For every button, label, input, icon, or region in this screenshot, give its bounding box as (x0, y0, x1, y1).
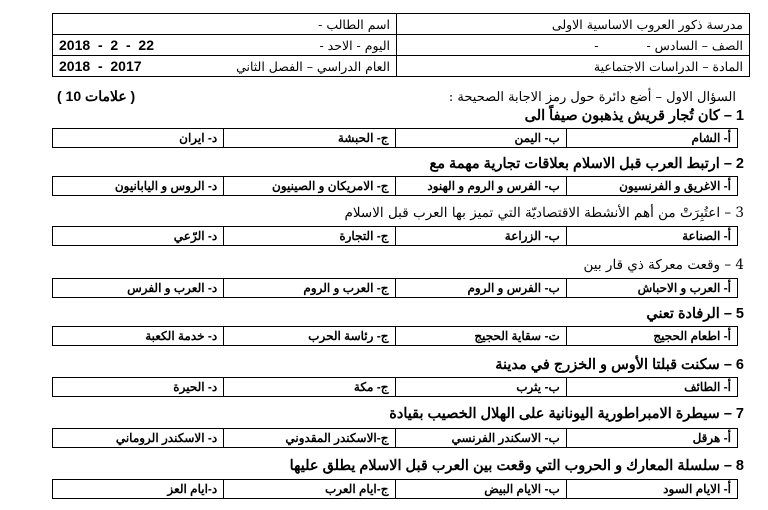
subject-label: المادة – الدراسات الاجتماعية (397, 56, 750, 77)
day-date-cell (53, 35, 397, 56)
option-c[interactable]: ج- مكة (224, 378, 395, 397)
academic-year: 2018 - 2017 (59, 58, 142, 74)
option-c[interactable]: ج- العرب و الروم (224, 279, 395, 298)
question-8-options (52, 479, 738, 499)
option-a[interactable]: أ- هرقل (566, 429, 737, 448)
option-b[interactable]: ب- الفرس و الروم (395, 279, 566, 298)
question-7: 7 – سيطرة الامبراطورية اليونانية على الهلال الخصيب بقيادة (389, 406, 744, 422)
option-b[interactable]: ب- الايام البيض (395, 480, 566, 499)
option-c[interactable]: ج-الاسكندر المقدوني (224, 429, 395, 448)
option-d[interactable]: د- ايران (53, 129, 224, 148)
question-2-options (52, 176, 738, 196)
option-b[interactable]: ب- الزراعة (395, 227, 566, 246)
option-c[interactable]: ج- رئاسة الحرب (224, 327, 395, 346)
student-name-field: اسم الطالب - (53, 14, 397, 35)
question-6: 6 – سكنت قبلتا الأوس و الخزرج في مدينة (495, 357, 744, 373)
exam-header-table (52, 13, 750, 77)
option-c[interactable]: ج- الامريكان و الصينيون (224, 177, 395, 196)
grade-dash: - (594, 37, 599, 53)
question-8: 8 – سلسلة المعارك و الحروب التي وقعت بين العرب قبل الاسلام يطلق عليها (289, 458, 744, 474)
option-d[interactable]: د- الاسكندر الروماني (53, 429, 224, 448)
exam-date: 2018 - 2 - 22 (59, 37, 154, 53)
question-6-options (52, 377, 738, 397)
option-d[interactable]: د- خدمة الكعبة (53, 327, 224, 346)
question-1: 1 – كان تُجار قريش يذهبون صيفاً الى (524, 108, 744, 124)
instruction-text: السؤال الاول – أضع دائرة حول رمز الاجابة الصحيحة : (448, 90, 736, 105)
option-b[interactable]: ت- سقاية الحجيج (395, 327, 566, 346)
option-c[interactable]: ج- التجارة (224, 227, 395, 246)
term-cell (53, 56, 397, 77)
option-a[interactable]: أ- الاغريق و الفرنسيون (566, 177, 737, 196)
grade-label: الصف – السادس - (646, 37, 743, 53)
option-d[interactable]: د- الرّعي (53, 227, 224, 246)
option-b[interactable]: ب- الاسكندر الفرنسي (395, 429, 566, 448)
question-5-options (52, 326, 738, 346)
question-5: 5 – الرفادة تعني (646, 306, 744, 322)
option-a[interactable]: أ- الايام السود (566, 480, 737, 499)
option-b[interactable]: ب- يثرب (395, 378, 566, 397)
option-d[interactable]: د- العرب و الفرس (53, 279, 224, 298)
option-b[interactable]: ب- الفرس و الروم و الهنود (395, 177, 566, 196)
question-1-options (52, 128, 738, 148)
day-label: اليوم - الاحد - (319, 37, 390, 53)
option-d[interactable]: د- الروس و اليابانيون (53, 177, 224, 196)
option-c[interactable]: ج- الحبشة (224, 129, 395, 148)
marks-label: ( 10 علامات ) (57, 88, 136, 104)
term-label: العام الدراسي – الفصل الثاني (236, 58, 390, 74)
option-a[interactable]: أ- العرب و الاحباش (566, 279, 737, 298)
question-4: 4 – وقعت معركة ذي قار بين (583, 257, 744, 273)
option-a[interactable]: أ- الطائف (566, 378, 737, 397)
option-d[interactable]: د- الحيرة (53, 378, 224, 397)
option-a[interactable]: أ- الشام (566, 129, 737, 148)
option-a[interactable]: أ- اطعام الحجيج (566, 327, 737, 346)
question-7-options (52, 428, 738, 448)
question-3: 3 – اعتُبِرَتْ من أهم الأنشطة الاقتصاديّة التي تميز بها العرب قبل الاسلام (344, 205, 744, 221)
option-b[interactable]: ب- اليمن (395, 129, 566, 148)
option-c[interactable]: ج-ايام العرب (224, 480, 395, 499)
option-a[interactable]: أ- الصناعة (566, 227, 737, 246)
question-4-options (52, 278, 738, 298)
question-3-options (52, 226, 738, 246)
grade-cell (397, 35, 750, 56)
school-name: مدرسة ذكور العروب الاساسية الاولى (397, 14, 750, 35)
option-d[interactable]: د-ايام العز (53, 480, 224, 499)
question-2: 2 – ارتبط العرب قبل الاسلام بعلاقات تجارية مهمة مع (429, 156, 744, 172)
